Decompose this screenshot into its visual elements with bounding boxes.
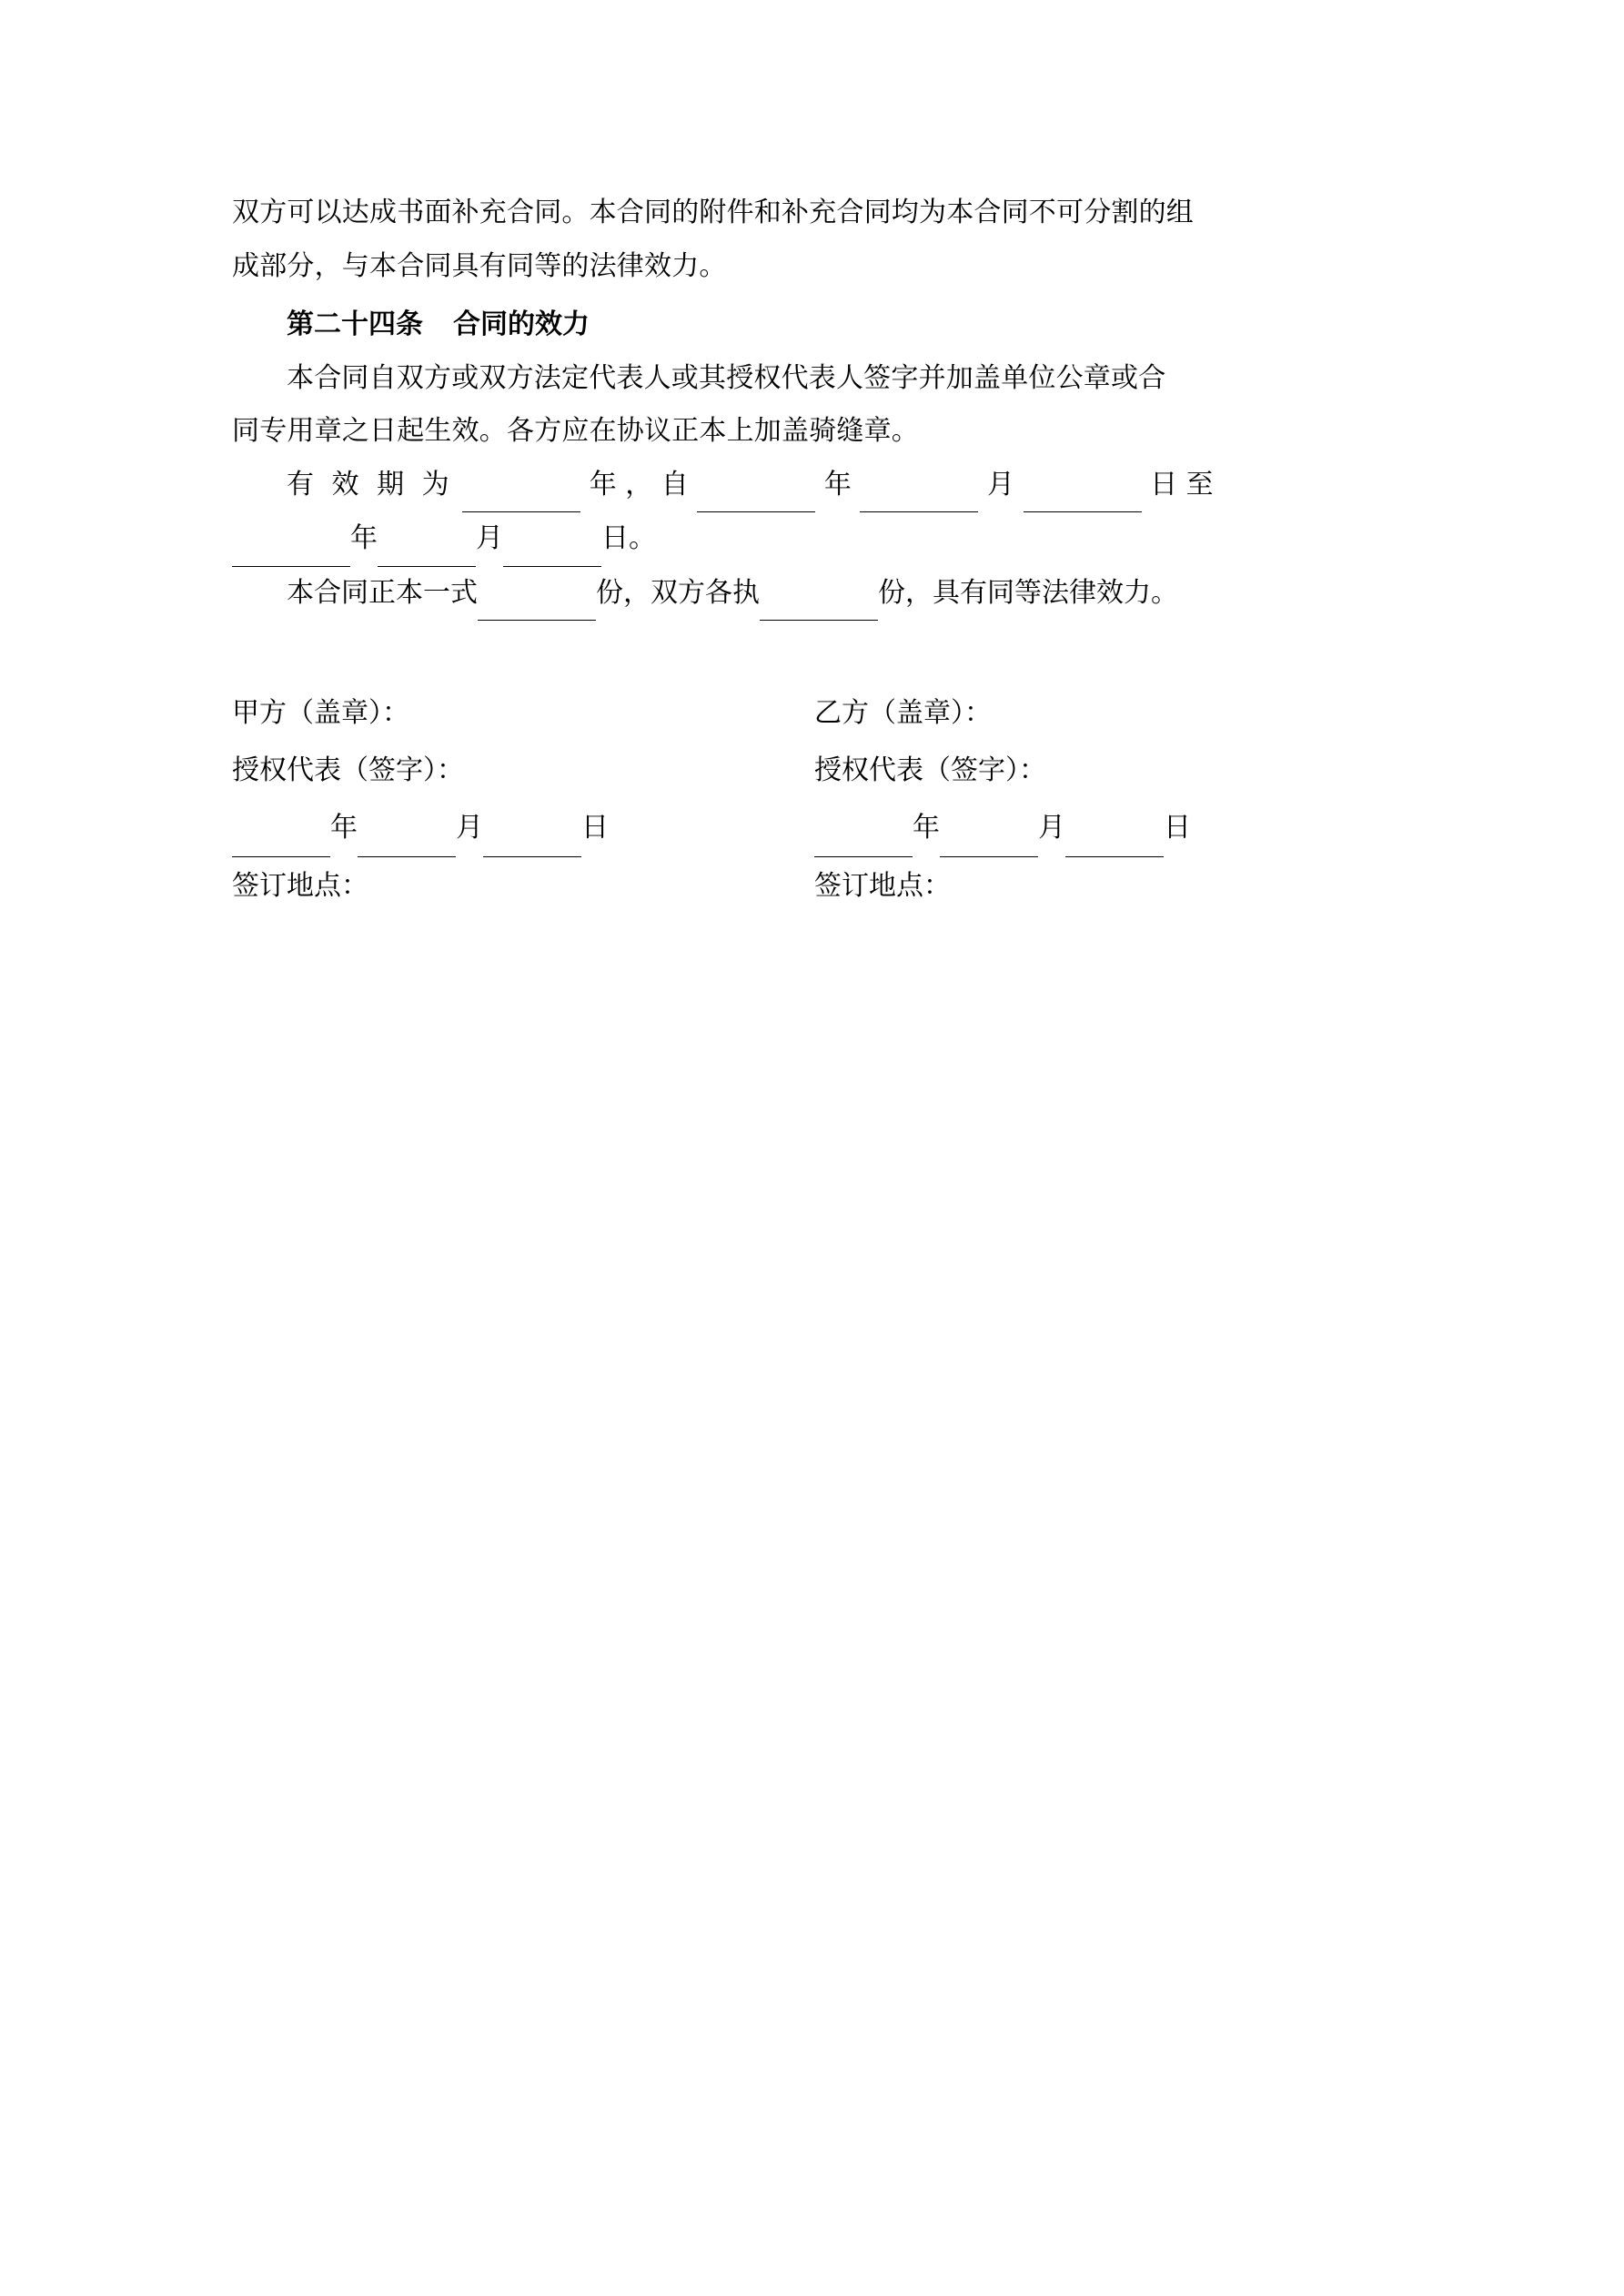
copies-total-blank[interactable]: [478, 567, 596, 622]
signature-block: [232, 684, 1392, 915]
party-a-place-field[interactable]: [232, 857, 814, 915]
end-month-unit: 月: [476, 522, 503, 554]
validity-from-label: 自: [661, 468, 689, 501]
party-b-day-unit: 日: [1164, 812, 1191, 844]
end-month-blank[interactable]: [378, 512, 476, 567]
party-a-representative-field[interactable]: [232, 742, 814, 799]
end-year-blank[interactable]: [232, 512, 350, 567]
start-month-blank[interactable]: [860, 459, 978, 513]
article-number: 第二十四条: [287, 308, 423, 340]
start-year-unit: 年: [823, 468, 852, 501]
party-a-place-label: 签订地点：: [232, 870, 368, 902]
end-year-unit: 年: [350, 522, 378, 554]
party-b-seal-field[interactable]: [814, 684, 1397, 742]
validity-period-paragraph-line2: [232, 512, 1392, 567]
party-b-representative-field[interactable]: [814, 742, 1397, 799]
paragraph-effect-line2: 同专用章之日起生效。各方应在协议正本上加盖骑缝章。: [232, 415, 919, 447]
end-day-blank[interactable]: [503, 512, 601, 567]
paragraph-continued-line1: 双方可以达成书面补充合同。本合同的附件和补充合同均为本合同不可分割的组: [232, 197, 1194, 228]
signature-row-representative: [232, 742, 1392, 799]
paragraph-continued-line2: 成部分，与本合同具有同等的法律效力。: [232, 249, 727, 282]
copies-paragraph: [232, 567, 1392, 622]
party-a-date-field[interactable]: [232, 799, 814, 857]
article-heading: [232, 298, 1392, 352]
party-b-place-field[interactable]: [814, 857, 1397, 915]
paragraph-effect: [232, 352, 1392, 459]
party-b-place-label: 签订地点：: [814, 870, 951, 902]
party-a-representative-label: 授权代表（签字）：: [232, 754, 464, 786]
party-a-year-unit: 年: [330, 812, 358, 844]
article-title: 合同的效力: [453, 308, 590, 340]
copies-each-blank[interactable]: [760, 567, 878, 622]
signature-row-seal: [232, 684, 1392, 742]
party-b-representative-label: 授权代表（签字）：: [814, 754, 1046, 786]
copies-label-c: 份，具有同等法律效力。: [878, 576, 1178, 609]
party-a-year-blank[interactable]: [232, 799, 330, 857]
party-a-month-blank[interactable]: [358, 799, 456, 857]
paragraph-continued: [232, 187, 1392, 293]
party-b-day-blank[interactable]: [1065, 799, 1164, 857]
start-day-unit: 日 至: [1150, 468, 1214, 501]
copies-label-b: 份，双方各执: [596, 576, 760, 609]
party-b-year-blank[interactable]: [814, 799, 913, 857]
party-b-month-unit: 月: [1038, 812, 1065, 844]
validity-year-unit: 年 ，: [589, 468, 653, 501]
end-day-unit: 日。: [601, 522, 656, 554]
party-a-seal-field[interactable]: [232, 684, 814, 742]
signature-row-place: [232, 857, 1392, 915]
party-a-day-unit: 日: [581, 812, 609, 844]
signature-row-date: [232, 799, 1392, 857]
party-b-seal-label: 乙方（盖章）：: [814, 697, 992, 729]
validity-label: 有 效 期 为: [287, 468, 454, 501]
party-a-seal-label: 甲方（盖章）：: [232, 697, 409, 729]
start-month-unit: 月: [986, 468, 1014, 501]
party-a-month-unit: 月: [456, 812, 483, 844]
party-b-month-blank[interactable]: [940, 799, 1038, 857]
validity-years-blank[interactable]: [462, 459, 580, 513]
party-b-year-unit: 年: [913, 812, 940, 844]
copies-label-a: 本合同正本一式: [287, 576, 478, 609]
start-year-blank[interactable]: [697, 459, 815, 513]
validity-period-paragraph: [232, 459, 1392, 513]
party-a-day-blank[interactable]: [483, 799, 581, 857]
party-b-date-field[interactable]: [814, 799, 1397, 857]
paragraph-effect-line1: 本合同自双方或双方法定代表人或其授权代表人签字并加盖单位公章或合: [287, 361, 1166, 394]
start-day-blank[interactable]: [1024, 459, 1142, 513]
